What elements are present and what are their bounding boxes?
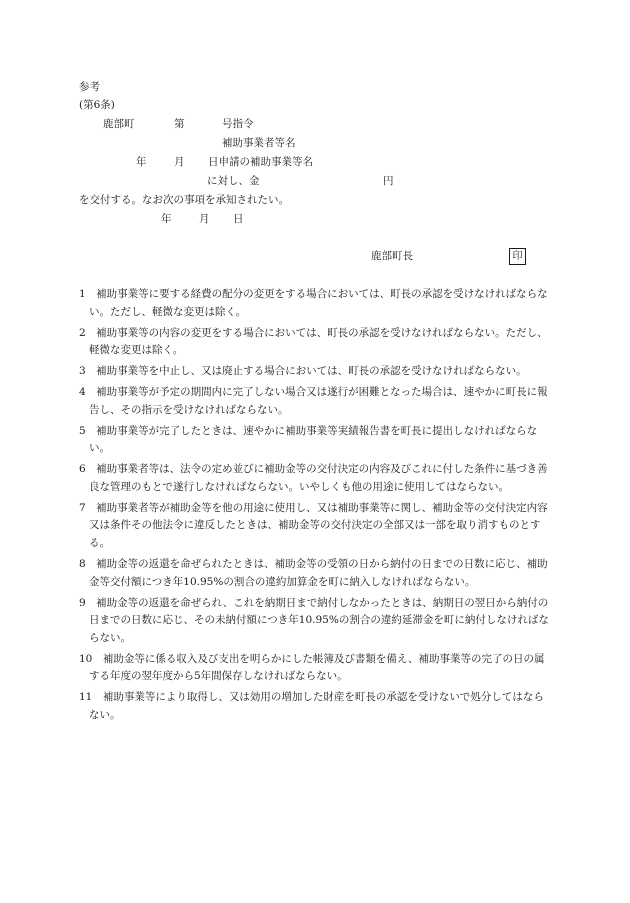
amount-label: に対し、金: [207, 175, 260, 187]
signer-title: 鹿部町長: [371, 250, 413, 262]
condition-item: 7 補助事業者等が補助金等を他の用途に使用し、又は補助事業等に関し、補助金等の交付決定内容又は条件その他法令に違反したときは、補助金等の交付決定の全部又は一部を取り消すものとする。: [79, 501, 548, 550]
application-year: 年: [136, 156, 147, 168]
condition-item: 4 補助事業等が予定の期間内に完了しない場合又は遂行が困難となった場合は、速やかに町長に報告し、その指示を受けなければならない。: [79, 386, 548, 416]
condition-item: 5 補助事業等が完了したときは、速やかに補助事業等実績報告書を町長に提出しなければならない。: [79, 424, 538, 455]
application-month: 月: [174, 156, 185, 168]
condition-item: 9 補助金等の返還を命ぜられ、これを納期日まで納付しなかったときは、納期日の翌日から納付の日までの日数に応じ、その未納付額につき年10.95%の割合の違約延滞金を町に納付しなければならない。: [79, 596, 549, 644]
condition-item: 1 補助事業等に要する経費の配分の変更をする場合においては、町長の承認を受けなければならない。ただし、軽微な変更は除く。: [79, 288, 548, 318]
date-month: 月: [199, 213, 210, 225]
conditions-list: [79, 286, 549, 728]
order-no-prefix: 第: [174, 118, 185, 130]
article-label: (第6条): [79, 99, 115, 111]
condition-item: 11 補助事業等により取得し、又は効用の増加した財産を町長の承認を受けないで処分してはならない。: [79, 691, 544, 721]
condition-item: 8 補助金等の返還を命ぜられたときは、補助金等の受領の日から納付の日までの日数に応じ、補助金等交付額につき年10.95%の割合の違約加算金を町に納入しなければならない。: [79, 558, 548, 588]
town-name: 鹿部町: [103, 118, 135, 130]
condition-item: 2 補助事業等の内容の変更をする場合においては、町長の承認を受けなければならない。ただし、軽微な変更は除く。: [79, 326, 548, 357]
grant-statement: を交付する。なお次の事項を承知されたい。: [79, 194, 289, 206]
grantee-name-label: 補助事業者等名: [222, 137, 296, 149]
application-project-label: 日申請の補助事業等名: [208, 156, 313, 168]
condition-item: 6 補助事業者等は、法令の定め並びに補助金等の交付決定の内容及びこれに付した条件に基づき善良な管理のもとで遂行しなければならない。いやしくも他の用途に使用してはならない。: [79, 463, 548, 493]
seal-mark: 印: [509, 248, 526, 265]
yen-label: 円: [383, 175, 394, 187]
order-no-suffix: 号指令: [222, 118, 254, 130]
condition-item: 10 補助金等に係る収入及び支出を明らかにした帳簿及び書類を備え、補助事業等の完了の日の属する年度の翌年度から5年間保存しなければならない。: [79, 652, 545, 683]
condition-item: 3 補助事業等を中止し、又は廃止する場合においては、町長の承認を受けなければならない。: [79, 365, 527, 378]
reference-label: 参考: [79, 81, 100, 93]
date-year: 年: [161, 213, 172, 225]
date-day: 日: [233, 213, 244, 225]
